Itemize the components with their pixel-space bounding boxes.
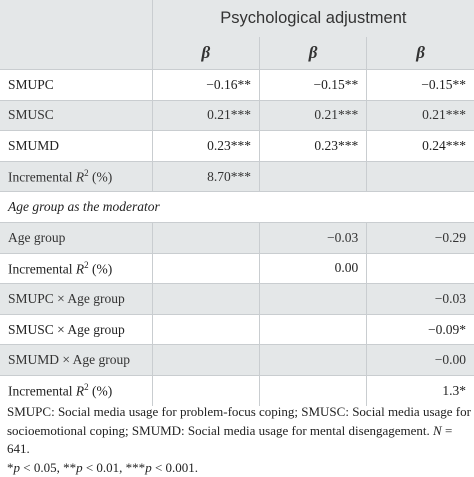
- table-row: [0, 375, 474, 405]
- value-cell: [152, 375, 259, 405]
- table-header-row: [0, 0, 474, 37]
- value-cell: 0.23***: [152, 131, 259, 162]
- section-label: Age group as the moderator: [0, 192, 474, 223]
- row-label: SMUPC: [0, 70, 152, 101]
- beta-header: β: [260, 37, 367, 70]
- row-label: [0, 161, 152, 192]
- beta-header-row: [0, 37, 474, 70]
- row-label-part: R: [75, 383, 85, 399]
- value-cell: 8.70***: [152, 161, 259, 192]
- row-label: SMUPC × Age group: [0, 284, 152, 315]
- row-label-part: 2: [84, 381, 89, 392]
- value-cell: −0.03: [367, 284, 474, 315]
- table-row: [0, 70, 474, 101]
- value-cell: −0.03: [260, 222, 367, 253]
- table-row: [0, 345, 474, 376]
- table-row: [0, 314, 474, 345]
- value-cell: 0.00: [260, 253, 367, 284]
- table-row: [0, 222, 474, 253]
- table-row: [0, 100, 474, 131]
- row-label: [0, 375, 152, 405]
- row-label-part: R: [75, 169, 85, 185]
- table-row: [0, 161, 474, 192]
- row-label: SMUSC: [0, 100, 152, 131]
- value-cell: 0.21***: [367, 100, 474, 131]
- row-label: Age group: [0, 222, 152, 253]
- value-cell: 0.21***: [152, 100, 259, 131]
- value-cell: 1.3*: [367, 375, 474, 405]
- row-label: [0, 253, 152, 284]
- table-row: [0, 131, 474, 162]
- header-empty-cell: [0, 0, 152, 37]
- value-cell: [152, 253, 259, 284]
- footnote-n-value: = 641.: [7, 422, 453, 456]
- footnote-sig: < 0.001.: [151, 459, 199, 475]
- value-cell: [152, 314, 259, 345]
- footnote-p: p: [76, 459, 83, 475]
- value-cell: 0.23***: [260, 131, 367, 162]
- footnote-sig: < 0.01, ***: [82, 459, 146, 475]
- row-label-part: Incremental: [8, 261, 76, 277]
- value-cell: [367, 253, 474, 284]
- group-title: Psychological adjustment: [152, 0, 474, 37]
- row-label-part: (%): [88, 383, 113, 399]
- value-cell: [260, 161, 367, 192]
- row-label-part: 2: [84, 259, 89, 270]
- value-cell: −0.15**: [367, 70, 474, 101]
- value-cell: [260, 314, 367, 345]
- footnote-p: p: [13, 459, 20, 475]
- value-cell: [260, 284, 367, 315]
- footnote-p: p: [145, 459, 152, 475]
- value-cell: [260, 345, 367, 376]
- row-label: SMUSC × Age group: [0, 314, 152, 345]
- footnote-text: SMUPC: Social media usage for problem-focus coping; SMUSC: Social media usage for socioemotional coping; SMUMD: Social media usage for mental disengagement.: [7, 404, 471, 438]
- value-cell: −0.00: [367, 345, 474, 376]
- value-cell: −0.15**: [260, 70, 367, 101]
- value-cell: 0.24***: [367, 131, 474, 162]
- footnote-sig: *: [7, 459, 14, 475]
- header-empty-cell: [0, 37, 152, 70]
- value-cell: [152, 345, 259, 376]
- row-label: SMUMD × Age group: [0, 345, 152, 376]
- table-footnote: [7, 403, 471, 477]
- value-cell: [152, 222, 259, 253]
- row-label: SMUMD: [0, 131, 152, 162]
- section-row: [0, 192, 474, 223]
- row-label-part: R: [75, 261, 85, 277]
- value-cell: −0.09*: [367, 314, 474, 345]
- row-label-part: 2: [84, 167, 89, 178]
- value-cell: −0.16**: [152, 70, 259, 101]
- row-label-part: Incremental: [8, 169, 76, 185]
- table-row: [0, 284, 474, 315]
- footnote-sig: < 0.05, **: [20, 459, 77, 475]
- row-label-part: (%): [88, 261, 113, 277]
- value-cell: [152, 284, 259, 315]
- value-cell: [260, 375, 367, 405]
- row-label-part: Incremental: [8, 383, 76, 399]
- beta-header: β: [367, 37, 474, 70]
- value-cell: [367, 161, 474, 192]
- footnote-n-var: N: [433, 422, 442, 438]
- row-label-part: (%): [88, 169, 113, 185]
- value-cell: −0.29: [367, 222, 474, 253]
- beta-header: β: [152, 37, 259, 70]
- value-cell: 0.21***: [260, 100, 367, 131]
- table-row: [0, 253, 474, 284]
